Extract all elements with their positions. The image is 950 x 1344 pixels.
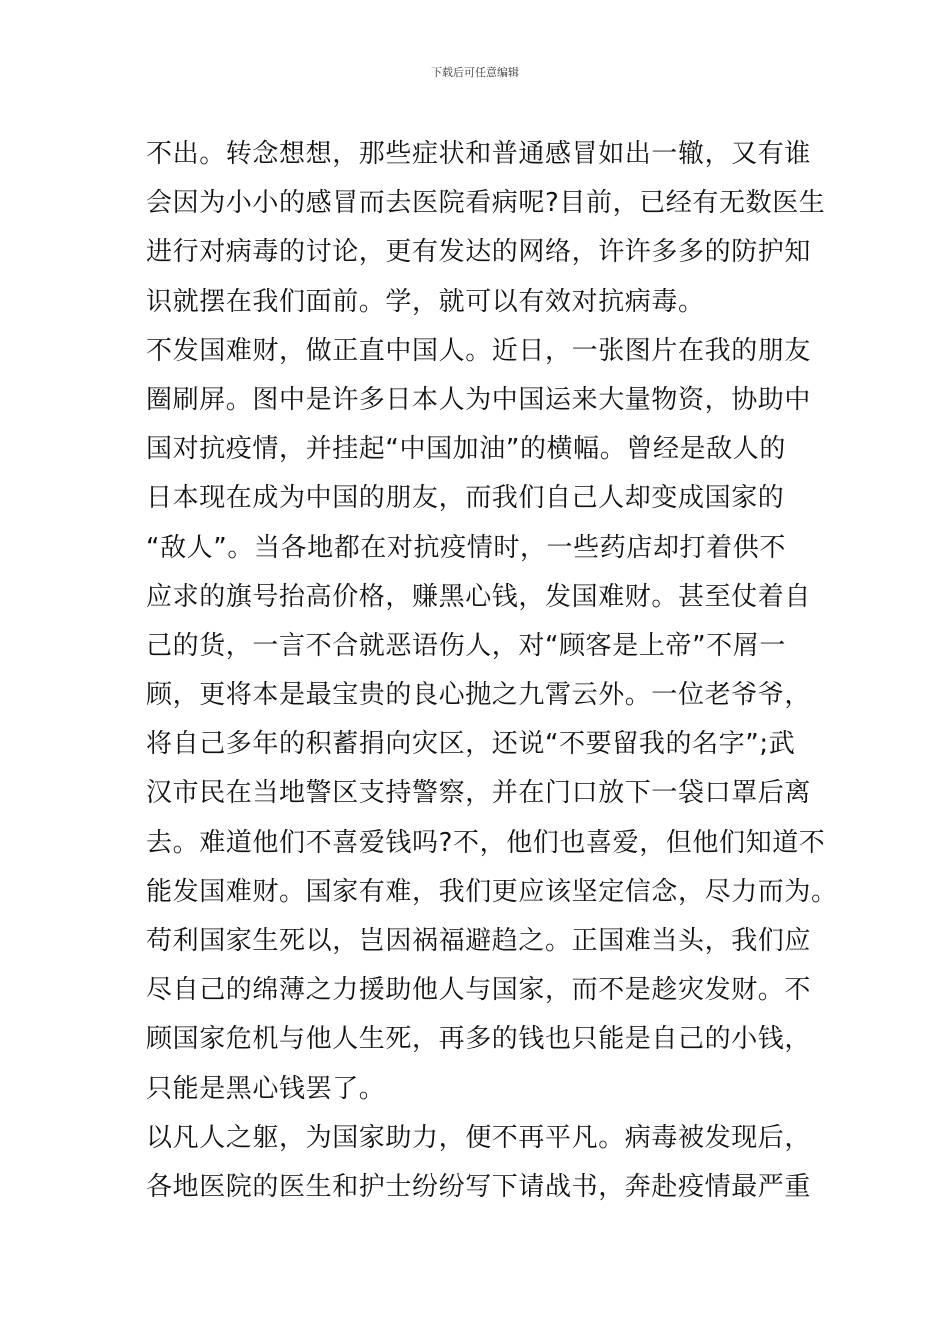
text-line: 国对抗疫情，并挂起“中国加油”的横幅。曾经是敌人的	[146, 434, 786, 465]
text-line: 将自己多年的积蓄捐向灾区，还说“不要留我的名字”;武	[146, 729, 796, 760]
text-line: 圈刷屏。图中是许多日本人为中国运来大量物资，协助中	[146, 384, 812, 415]
text-line: 识就摆在我们面前。学，就可以有效对抗病毒。	[146, 286, 705, 317]
text-line: 日本现在成为中国的朋友，而我们自己人却变成国家的	[146, 483, 785, 514]
text-line: 去。难道他们不喜爱钱吗?不，他们也喜爱，但他们知道不	[146, 827, 826, 858]
text-line: 顾国家危机与他人生死，再多的钱也只能是自己的小钱，	[146, 1024, 812, 1055]
text-line: 会因为小小的感冒而去医院看病呢?目前，已经有无数医生	[146, 188, 826, 219]
text-line: 不出。转念想想，那些症状和普通感冒如出一辙，又有谁	[146, 139, 812, 169]
text-line: 尽自己的绵薄之力援助他人与国家，而不是趁灾发财。不	[146, 975, 812, 1006]
text-line: “敌人”。当各地都在对抗疫情时，一些药店却打着供不	[146, 532, 786, 563]
text-line: 各地医院的医生和护士纷纷写下请战书，奔赴疫情最严重	[146, 1171, 812, 1202]
text-line: 顾，更将本是最宝贵的良心抛之九霄云外。一位老爷爷，	[146, 680, 812, 711]
text-line: 只能是黑心钱罢了。	[146, 1073, 386, 1104]
text-line: 己的货，一言不合就恶语伤人，对“顾客是上帝”不屑一	[146, 630, 786, 661]
body-text	[146, 130, 838, 1212]
text-line: 苟利国家生死以，岂因祸福避趋之。正国难当头，我们应	[146, 926, 812, 956]
text-line: 进行对病毒的讨论，更有发达的网络，许许多多的防护知	[146, 237, 812, 268]
text-line: 能发国难财。国家有难，我们更应该坚定信念，尽力而为。	[146, 876, 838, 907]
text-line: 汉市民在当地警区支持警察，并在门口放下一袋口罩后离	[146, 778, 812, 809]
page-header: 下载后可任意编辑	[431, 66, 519, 79]
text-line: 以凡人之躯，为国家助力，便不再平凡。病毒被发现后，	[146, 1122, 812, 1153]
text-line: 不发国难财，做正直中国人。近日，一张图片在我的朋友	[146, 335, 812, 366]
text-line: 应求的旗号抬高价格，赚黑心钱，发国难财。甚至仗着自	[146, 581, 812, 612]
